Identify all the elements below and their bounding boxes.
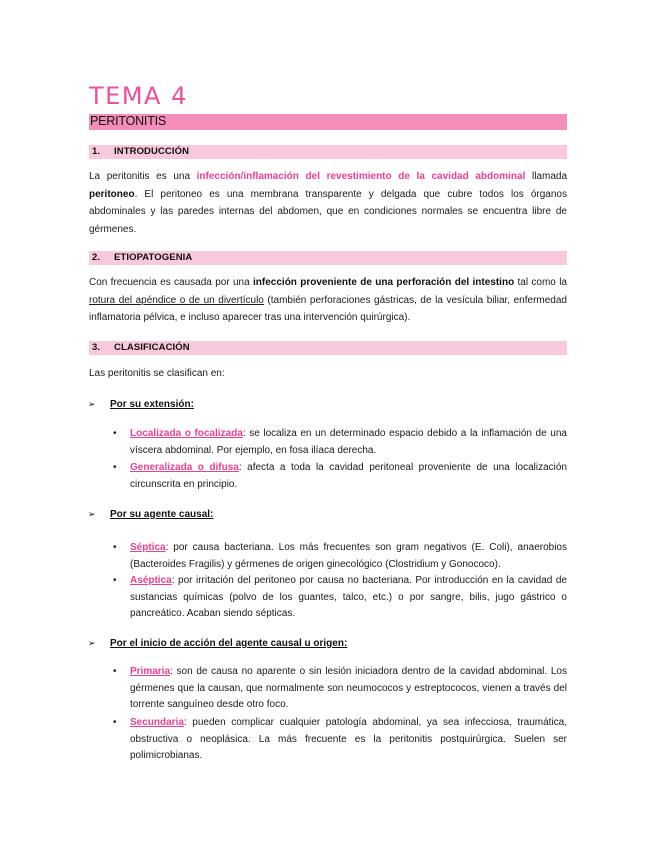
item-key: Generalizada o difusa [130, 462, 239, 473]
underlined-text: rotura del apéndice o de un divertículo [89, 294, 264, 306]
bullet-icon: • [113, 717, 117, 728]
text-run: llamada [525, 171, 567, 182]
item-text: : por causa bacteriana. Los más frecuentes son gram negativos (E. Coli), anaerobios (Bacteroides Fragilis) y gérmenes de origen ginecológico (Clostridium y Gonococo). [130, 542, 567, 570]
section-number: 1. [92, 146, 101, 157]
item-text: : son de causa no aparente o sin lesión iniciadora dentro de la cavidad abdominal. Los gérmenes que la causan, que normalmente son neumococos y estreptococos, vienen a través del torrente sanguíneo desde otro foco. [130, 666, 567, 710]
arrow-icon: ➢ [88, 509, 96, 519]
item-text: : por irritación del peritoneo por causa no bacteriana. Por introducción en la cavidad de sustancias químicas (polvo de los guantes, talco, etc.) o por sangre, bilis, jugo gástrico o pancreático. Acaban siendo sépticas. [130, 575, 567, 619]
section-label: INTRODUCCIÓN [114, 146, 190, 157]
section-header-introduccion [89, 145, 567, 159]
item-key: Secundaria [130, 717, 184, 728]
text-run: La peritonitis es una [89, 171, 197, 182]
bold-text: infección proveniente de una perforación del intestino [253, 277, 515, 288]
item-text: : afecta a toda la cavidad peritoneal proveniente de una localización circunscrita en principio. [130, 462, 567, 490]
section-label: CLASIFICACIÓN [114, 342, 190, 353]
group-heading-agente [88, 507, 213, 522]
section-number: 3. [92, 342, 101, 353]
group-heading-origen [88, 636, 347, 651]
item-key: Localizada o focalizada [130, 428, 243, 439]
etiopatogenia-paragraph [89, 274, 567, 327]
topic-heading-bar [89, 114, 567, 130]
group-heading-text: Por su agente causal: [110, 509, 214, 520]
bold-text: peritoneo [89, 188, 135, 200]
section-header-clasificacion [89, 341, 567, 355]
bullet-icon: • [113, 462, 117, 473]
text-run: (también perforaciones gástricas, de la vesícula biliar, enfermedad inflamatoria pélvica, e incluso aparecer tras una intervención quirúrgica). [89, 294, 567, 323]
item-key: Primaria [130, 666, 171, 677]
section-number: 2. [92, 252, 101, 263]
arrow-icon: ➢ [88, 638, 96, 648]
text-run: . El peritoneo es una membrana transparente y delgada que cubre todos los órganos abdominales y las paredes internas del abdomen, que en condiciones normales se encuentra libre de gérmenes. [89, 188, 567, 235]
group-heading-text: Por su extensión: [110, 399, 194, 410]
bullet-icon: • [113, 542, 117, 553]
arrow-icon: ➢ [88, 399, 96, 409]
section-header-etiopatogenia [89, 251, 567, 265]
item-text: : se localiza en un determinado espacio debido a la inflamación de una víscera abdominal. Por ejemplo, en fosa ilíaca derecha. [130, 428, 567, 456]
page-title: TEMA 4 [89, 82, 188, 110]
text-run: Con frecuencia es causada por una [89, 277, 254, 288]
group-heading-extension [88, 397, 194, 412]
item-key: Séptica [130, 542, 166, 553]
clasificacion-intro: Las peritonitis se clasifican en: [89, 368, 225, 379]
highlight-text: infección/inflamación del revestimiento de la cavidad abdominal [196, 171, 526, 182]
intro-paragraph [89, 168, 567, 238]
text-run: tal como la [514, 277, 567, 288]
section-label: ETIOPATOGENIA [114, 252, 193, 263]
bullet-icon: • [113, 575, 117, 586]
bullet-icon: • [113, 428, 117, 439]
bullet-icon: • [113, 666, 117, 677]
item-text: : pueden complicar cualquier patología abdominal, ya sea infecciosa, traumática, obstructiva o neoplásica. La más frecuente es la peritonitis postquirúrgica. Suelen ser polimicrobianas. [130, 717, 567, 761]
item-key: Aséptica [130, 575, 172, 586]
topic-heading: PERITONITIS [90, 114, 167, 128]
group-heading-text: Por el inicio de acción del agente causal u origen: [110, 638, 348, 649]
